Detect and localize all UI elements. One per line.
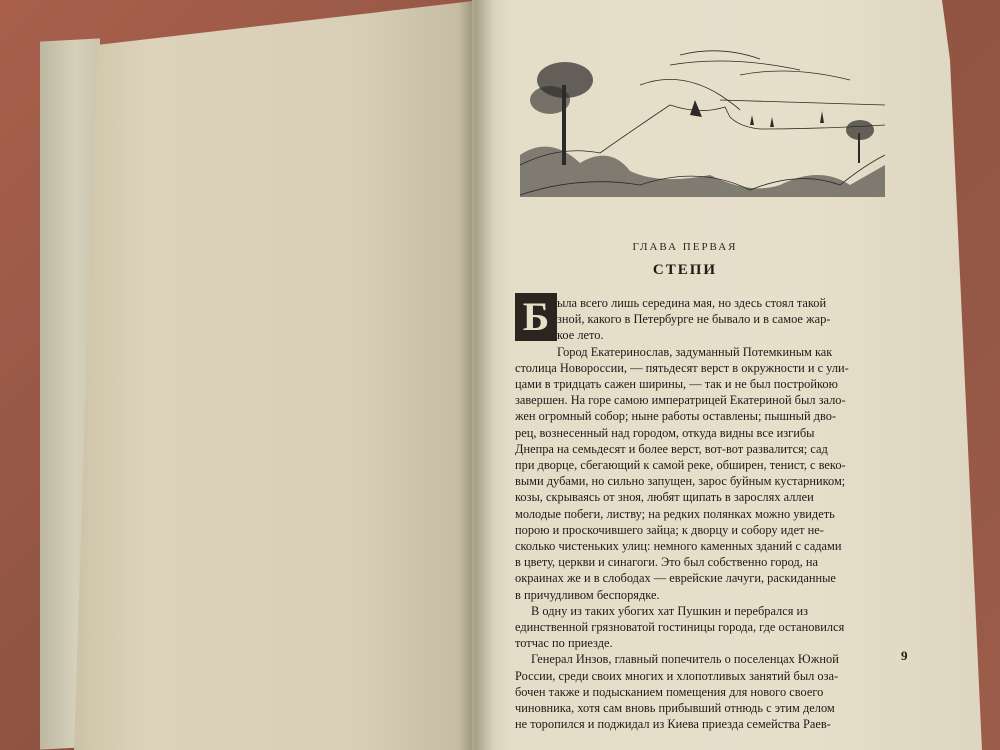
text-line: сколько чистеньких улиц: немного каменных зданий с садами (515, 539, 842, 554)
text-line: окраинах же и в слободах — еврейские лачуги, раскиданные (515, 571, 836, 586)
drop-cap-letter: Б (515, 293, 557, 341)
chapter-body-text (515, 295, 905, 732)
text-line: бочен также и подысканием помещения для нового своего (515, 684, 824, 699)
text-line: цами в тридцать сажен ширины, — так и не был постройкою (515, 377, 838, 392)
landscape-engraving (520, 45, 885, 197)
text-line: не торопился и поджидал из Киева приезда семейства Раев- (515, 717, 831, 732)
text-line: Генерал Инзов, главный попечитель о поселенцах Южной (531, 652, 839, 667)
text-line: ыла всего лишь середина мая, но здесь стоял такой (557, 296, 827, 310)
chapter-title: СТЕПИ (652, 262, 718, 278)
text-line: Днепра на семьдесят и более верст, вот-вот развалится; сад (515, 441, 828, 456)
text-line: в цвету, церкви и синагоги. Это был собственно город, на (515, 555, 819, 570)
text-line: выми дубами, но сильно запущен, зарос буйным кустарником; (515, 474, 846, 489)
chapter-label: ГЛАВА ПЕРВАЯ (632, 241, 738, 253)
text-line: в причудливом беспорядке. (515, 587, 660, 602)
text-line: тотчас по приезде. (515, 636, 613, 651)
text-line: зной, какого в Петербурге не бывало и в самое жар- (557, 312, 831, 327)
text-line: Город Екатеринослав, задуманный Потемкиным как (557, 344, 833, 359)
text-line: В одну из таких убогих хат Пушкин и перебрался из (531, 603, 809, 618)
text-line: кое лето. (557, 328, 604, 343)
left-page-blank (62, 0, 482, 750)
text-line: козы, скрываясь от зноя, любят щипать в зарослях аллеи (515, 490, 814, 505)
text-line: молодые побеги, листву; на редких полянках можно увидеть (515, 506, 835, 521)
text-line: столица Новороссии, — пятьдесят верст в окружности и с ули- (515, 360, 849, 375)
text-line: чиновника, хотя сам вновь прибывший отнюдь с этим делом (515, 701, 835, 716)
text-line: рец, вознесенный над городом, откуда видны все изгибы (515, 425, 815, 440)
text-line: завершен. На горе самою императрицей Екатериной был зало- (515, 393, 846, 408)
text-line: при дворце, сбегающий к самой реке, обширен, тенист, с веко- (515, 458, 846, 473)
text-line: единственной грязноватой гостиницы города, где остановился (515, 620, 845, 635)
page-number: 9 (901, 648, 908, 663)
text-line: порою и проскочившего зайца; к дворцу и собору идет не- (515, 522, 824, 537)
book-spine-shadow (458, 0, 494, 750)
text-line: жен огромный собор; ныне работы оставлены; пышный дво- (515, 409, 837, 424)
text-line: России, среди своих многих и хлопотливых занятий был оза- (515, 668, 839, 683)
